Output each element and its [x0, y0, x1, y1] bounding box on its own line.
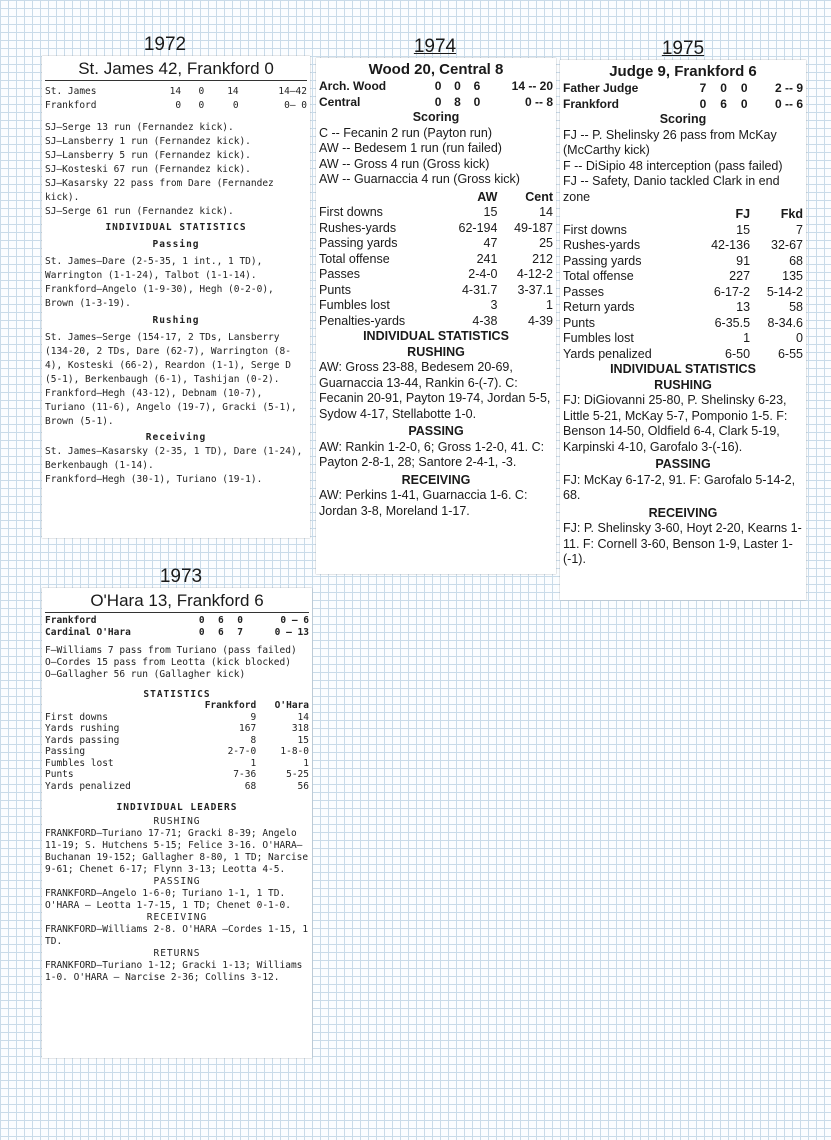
stats-table-1973	[45, 700, 309, 792]
scoring-line: SJ—Kasarsky 22 pass from Dare (Fernandez kick).	[45, 178, 274, 203]
rushing-line: St. James—Serge (154-17, 2 TDs, Lansberry (134-20, 2 TDs, Dare (62-7), Warrington (8-4), Kosteski (66-2), Reardon (1-1), Serge D (5-1), Berkenbaugh (6-1), Tashijan (0-2).	[45, 332, 291, 385]
stats-row	[45, 758, 309, 770]
scoring-line: AW -- Gross 4 run (Gross kick)	[319, 156, 490, 171]
linescore-row	[319, 79, 553, 95]
leaders-title-1973: INDIVIDUAL LEADERS	[116, 802, 238, 813]
rushing-1972	[45, 331, 307, 429]
stat-label: Passes	[319, 267, 360, 281]
rushing-1975: FJ: DiGiovanni 25-80, P. Shelinsky 6-23, Little 5-21, McKay 5-7, Pomponio 1-5. F: Benson 14-50, Oldfield 6-4, Clark 5-19, Karpinski 4-10, Garofalo 3-(-16).	[563, 393, 788, 454]
stat-value-b: 58	[789, 300, 803, 314]
stats-row	[45, 723, 309, 735]
stat-value-b: 4-39	[527, 313, 553, 328]
stat-label: Passing	[45, 746, 86, 757]
linescore-row	[45, 627, 309, 639]
stats-col-header: FJ	[735, 207, 751, 221]
stats-row	[563, 316, 803, 332]
stat-value-b: 3-37.1	[517, 282, 553, 297]
quarter-score: 6	[218, 627, 224, 638]
quarter-score: 8	[454, 94, 461, 109]
stats-row	[45, 769, 309, 781]
quarter-score: 6	[720, 96, 727, 111]
scoring-line: SJ—Lansberry 5 run (Fernandez kick).	[45, 150, 251, 161]
stats-row	[319, 267, 553, 283]
quarter-score: 0	[740, 81, 748, 95]
team-name: Cardinal O'Hara	[45, 627, 131, 638]
stat-value-b: 5-25	[286, 769, 309, 780]
quarter-score: 7	[237, 627, 243, 638]
quarter-score: 0 -- 8	[524, 94, 553, 109]
stats-header-blank	[45, 700, 177, 712]
stat-value-b: 15	[297, 734, 309, 746]
stats-row	[563, 223, 803, 239]
stats-title-1974: INDIVIDUAL STATISTICS	[363, 329, 509, 343]
quarter-score: 6	[473, 79, 481, 93]
stats-row	[563, 254, 803, 270]
stat-value-b: 25	[539, 236, 553, 250]
passing-line: Frankford—Angelo (1-9-30), Hegh (0-2-0), Brown (1-3-19).	[45, 284, 274, 309]
stat-value-a: 6-35.5	[714, 315, 751, 330]
stat-value-b: 14	[297, 711, 309, 723]
scoring-1975	[563, 128, 803, 206]
stats-row	[563, 269, 803, 285]
receiving-line: Frankford—Hegh (30-1), Turiano (19-1).	[45, 474, 263, 485]
stat-label: Penalties-yards	[319, 313, 406, 328]
stat-value-a: 6-17-2	[713, 284, 751, 299]
quarter-score: 14 -- 20	[511, 79, 553, 93]
passing-title-1972: Passing	[152, 239, 200, 250]
stat-value-a: 4-38	[472, 313, 498, 328]
quarter-score: 0	[175, 100, 182, 111]
stats-title-1975: INDIVIDUAL STATISTICS	[610, 362, 756, 376]
headline-1974: Wood 20, Central 8	[368, 61, 504, 78]
headline-1975: Judge 9, Frankford 6	[609, 63, 757, 80]
clipping-1974	[316, 58, 556, 574]
receiving-title-1973: RECEIVING	[146, 912, 208, 923]
quarter-score: 0	[232, 100, 239, 111]
year-1975: 1975	[661, 38, 705, 59]
stats-row	[45, 735, 309, 747]
stat-value-b: 0	[796, 331, 803, 345]
stat-value-a: 9	[250, 711, 257, 723]
linescore-row	[563, 97, 803, 113]
stat-value-a: 3	[490, 298, 498, 312]
receiving-1973: FRANKFORD—Williams 2-8. O'HARA —Cordes 1-15, 1 TD.	[45, 924, 309, 947]
team-name: Frankford	[563, 96, 620, 111]
stat-value-b: 212	[532, 251, 553, 266]
stat-label: Yards passing	[45, 734, 120, 746]
linescore-row	[319, 95, 553, 111]
stats-col-header: Fkd	[780, 207, 803, 221]
linescore-row	[45, 615, 309, 627]
linescore-1973	[45, 615, 309, 639]
stat-value-a: 1	[250, 757, 257, 769]
stat-value-a: 62-194	[458, 220, 498, 235]
stat-value-a: 15	[483, 205, 498, 219]
stat-label: First downs	[319, 205, 383, 219]
quarter-score: 14	[227, 86, 239, 97]
receiving-title-1975: RECEIVING	[648, 505, 718, 520]
stats-row	[319, 236, 553, 252]
stats-row	[563, 331, 803, 347]
linescore-row	[45, 99, 307, 113]
stats-row	[563, 238, 803, 254]
stats-row	[45, 781, 309, 793]
stat-value-a: 15	[736, 222, 751, 237]
linescore-row	[45, 85, 307, 99]
scoring-line: O—Gallagher 56 run (Gallagher kick)	[45, 669, 246, 680]
quarter-score: 14	[169, 86, 182, 97]
stat-label: Rushes-yards	[563, 238, 641, 252]
stat-value-a: 91	[736, 253, 751, 268]
stat-label: Punts	[319, 282, 351, 297]
team-name: Frankford	[45, 615, 97, 626]
stat-value-b: 135	[782, 269, 803, 283]
team-name: Frankford	[45, 100, 97, 111]
linescore-1975	[563, 81, 803, 112]
stat-value-a: 227	[729, 269, 751, 283]
team-name: Central	[319, 94, 361, 109]
stats-col-header: Cent	[525, 189, 553, 204]
returns-title-1973: RETURNS	[153, 948, 201, 959]
scoring-line: AW -- Guarnaccia 4 run (Gross kick)	[319, 172, 520, 186]
team-stats-1975	[563, 207, 803, 362]
stat-label: Yards penalized	[45, 780, 131, 792]
rushing-title-1972: Rushing	[152, 315, 200, 326]
scoring-1974	[319, 126, 553, 188]
quarter-score: 0 — 13	[274, 627, 309, 638]
stats-col-header: O'Hara	[274, 700, 309, 711]
quarter-score: 0	[434, 79, 442, 93]
rushing-line: Frankford—Hegh (43-12), Debnam (10-7), Turiano (11-6), Angelo (19-7), Gracki (5-1), Brown (5-1).	[45, 388, 297, 427]
rushing-title-1973: RUSHING	[153, 816, 201, 827]
rushing-1973: FRANKFORD—Turiano 17-71; Gracki 8-39; Angelo 11-19; S. Hutchens 5-15; Felice 3-16. O'HARA—Buchanan 19-152; Gallagher 8-80, 1 TD; Narcise 9-61; Chenet 6-17; Flynn 3-13; Leotta 4-5.	[45, 828, 309, 875]
quarter-score: 2 -- 9	[774, 81, 803, 95]
scoring-line: SJ—Serge 13 run (Fernandez kick).	[45, 122, 234, 133]
stat-label: First downs	[45, 711, 108, 723]
stats-row	[563, 300, 803, 316]
stats-header-row	[563, 207, 803, 223]
scoring-1973	[45, 645, 309, 681]
linescore-1972	[45, 85, 307, 113]
quarter-score: 0	[740, 96, 748, 111]
linescore-row	[563, 81, 803, 97]
linescore-1974	[319, 79, 553, 110]
quarter-score: 0	[198, 627, 205, 638]
stat-value-b: 1	[546, 298, 553, 312]
scoring-line: F—Williams 7 pass from Turiano (pass failed)	[45, 645, 297, 656]
stat-value-b: 1-8-0	[280, 746, 309, 757]
stat-label: Passing yards	[319, 236, 398, 250]
stat-value-a: 2-4-0	[468, 267, 498, 281]
stats-row	[45, 712, 309, 724]
passing-1972	[45, 255, 307, 311]
stat-value-a: 68	[244, 780, 257, 792]
scoring-line: C -- Fecanin 2 run (Payton run)	[319, 125, 492, 140]
stat-label: Fumbles lost	[45, 757, 114, 769]
stats-row	[563, 347, 803, 363]
quarter-score: 0	[198, 86, 205, 97]
stats-title-1973: STATISTICS	[143, 689, 211, 700]
quarter-score: 0 -- 6	[774, 96, 803, 111]
stat-value-a: 6-50	[725, 346, 751, 361]
stat-value-a: 47	[483, 236, 498, 250]
stat-value-a: 8	[250, 734, 257, 746]
stat-value-b: 5-14-2	[766, 284, 803, 299]
headline-1972: St. James 42, Frankford 0	[78, 59, 274, 78]
stat-value-b: 68	[789, 253, 803, 268]
quarter-score: 0	[198, 100, 205, 111]
stat-label: Yards rushing	[45, 723, 120, 734]
scoring-line: SJ—Lansberry 1 run (Fernandez kick).	[45, 136, 251, 147]
scoring-line: FJ -- P. Shelinsky 26 pass from McKay (McCarthy kick)	[563, 127, 777, 157]
stats-header-row	[319, 190, 553, 206]
scoring-1972	[45, 121, 307, 219]
stat-label: Total offense	[319, 251, 390, 266]
receiving-title-1972: Receiving	[145, 432, 207, 443]
stat-label: Passes	[563, 284, 604, 299]
stats-row	[319, 252, 553, 268]
stat-value-a: 13	[736, 300, 751, 314]
rushing-title-1975: RUSHING	[654, 377, 712, 392]
stat-value-b: 6-55	[777, 346, 803, 361]
stats-header-blank	[563, 207, 693, 223]
returns-1973: FRANKFORD—Turiano 1-12; Gracki 1-13; Williams 1-0. O'HARA — Narcise 2-36; Collins 3-12.	[45, 960, 303, 983]
team-stats-1974	[319, 190, 553, 330]
headline-1973: O'Hara 13, Frankford 6	[90, 591, 264, 610]
stat-label: Passing yards	[563, 253, 642, 268]
stat-label: Punts	[563, 315, 595, 330]
stat-value-b: 8-34.6	[767, 315, 803, 330]
stats-col-header: AW	[477, 189, 498, 204]
stat-value-a: 1	[743, 331, 751, 345]
quarter-score: 6	[218, 615, 224, 626]
stats-col-header: Frankford	[204, 700, 257, 711]
passing-line: St. James—Dare (2-5-35, 1 int., 1 TD), Warrington (1-1-24), Talbot (1-1-14).	[45, 256, 263, 281]
stats-row	[319, 205, 553, 221]
stats-row	[319, 221, 553, 237]
receiving-1975: FJ: P. Shelinsky 3-60, Hoyt 2-20, Kearns 1-11. F: Cornell 3-60, Benson 1-9, Laster 1-(-1).	[563, 521, 802, 566]
scoring-title-1974: Scoring	[412, 110, 460, 124]
stat-label: Fumbles lost	[319, 298, 390, 312]
stat-value-b: 14	[539, 205, 553, 219]
quarter-score: 0	[473, 94, 481, 109]
stat-label: Return yards	[563, 300, 635, 314]
stat-value-a: 42-136	[711, 238, 751, 252]
stats-row	[319, 283, 553, 299]
receiving-1972	[45, 445, 307, 487]
stat-label: Yards penalized	[563, 346, 652, 361]
quarter-score: 0 — 6	[280, 615, 309, 626]
stat-value-a: 4-31.7	[461, 282, 498, 297]
scoring-line: AW -- Bedesem 1 run (run failed)	[319, 141, 502, 155]
scoring-title-1975: Scoring	[659, 112, 707, 126]
clipping-1975	[560, 60, 806, 600]
stats-header-blank	[319, 190, 442, 206]
receiving-title-1974: RECEIVING	[401, 472, 471, 487]
team-name: Father Judge	[563, 81, 639, 95]
quarter-score: 0	[237, 615, 243, 626]
stats-header-row	[45, 700, 309, 712]
stats-row	[563, 285, 803, 301]
quarter-score: 0	[434, 94, 442, 109]
passing-1973: FRANKFORD—Angelo 1-6-0; Turiano 1-1, 1 TD. O'HARA — Leotta 1-7-15, 1 TD; Chenet 0-1-0.	[45, 888, 291, 911]
receiving-1974: AW: Perkins 1-41, Guarnaccia 1-6. C: Jordan 3-8, Moreland 1-17.	[319, 488, 528, 518]
stat-label: Rushes-yards	[319, 220, 397, 235]
stat-label: Punts	[45, 769, 74, 780]
passing-1975: FJ: McKay 6-17-2, 91. F: Garofalo 5-14-2, 68.	[563, 472, 796, 502]
year-1972: 1972	[143, 34, 187, 55]
clipping-1973	[42, 588, 312, 1058]
stat-value-b: 4-12-2	[516, 267, 553, 281]
quarter-score: 14—42	[278, 86, 307, 97]
quarter-score: 0	[454, 79, 461, 93]
scoring-line: FJ -- Safety, Danio tackled Clark in end zone	[563, 174, 780, 204]
stats-row	[319, 314, 553, 330]
passing-1974: AW: Rankin 1-2-0, 6; Gross 1-2-0, 41. C: Payton 2-8-1, 28; Santore 2-4-1, -3.	[319, 439, 545, 469]
stats-row	[45, 746, 309, 758]
rushing-title-1974: RUSHING	[407, 344, 465, 359]
stat-value-a: 241	[476, 251, 498, 266]
clipping-1972	[42, 56, 310, 538]
scoring-line: F -- DiSipio 48 interception (pass failed)	[563, 158, 783, 173]
stats-title-1972: INDIVIDUAL STATISTICS	[105, 222, 247, 233]
quarter-score: 7	[699, 81, 707, 95]
scoring-line: SJ—Kosteski 67 run (Fernandez kick).	[45, 164, 251, 175]
stat-value-a: 7-36	[233, 769, 257, 780]
stats-row	[319, 298, 553, 314]
stat-value-b: 7	[796, 222, 803, 237]
quarter-score: 0— 0	[284, 100, 307, 111]
stat-label: Total offense	[563, 269, 634, 283]
stat-value-b: 318	[291, 723, 309, 734]
stat-value-a: 2-7-0	[227, 746, 257, 757]
quarter-score: 0	[699, 96, 707, 111]
scoring-line: SJ—Serge 61 run (Fernandez kick).	[45, 206, 234, 217]
stat-value-b: 32-67	[771, 238, 803, 252]
team-name: Arch. Wood	[319, 79, 387, 93]
team-name: St. James	[45, 86, 97, 97]
passing-title-1974: PASSING	[408, 424, 464, 438]
stat-label: Fumbles lost	[563, 331, 634, 345]
rushing-1974: AW: Gross 23-88, Bedesem 20-69, Guarnaccia 13-44, Rankin 6-(-7). C: Fecanin 20-91, Payton 19-74, Jordan 5-5, Sydow 4-17, Stellabotte 1-0.	[319, 360, 551, 421]
scoring-line: O—Cordes 15 pass from Leotta (kick blocked)	[45, 657, 291, 668]
passing-title-1973: PASSING	[153, 876, 201, 887]
passing-title-1975: PASSING	[655, 457, 711, 471]
year-1974: 1974	[413, 36, 457, 57]
year-1973: 1973	[159, 566, 203, 587]
stat-value-b: 49-187	[514, 220, 553, 235]
stat-value-b: 56	[297, 780, 309, 792]
stat-value-b: 1	[303, 757, 309, 769]
receiving-line: St. James—Kasarsky (2-35, 1 TD), Dare (1-24), Berkenbaugh (1-14).	[45, 446, 303, 471]
stat-label: First downs	[563, 222, 627, 237]
quarter-score: 0	[720, 81, 727, 95]
stat-value-a: 167	[239, 723, 257, 734]
quarter-score: 0	[198, 615, 205, 626]
